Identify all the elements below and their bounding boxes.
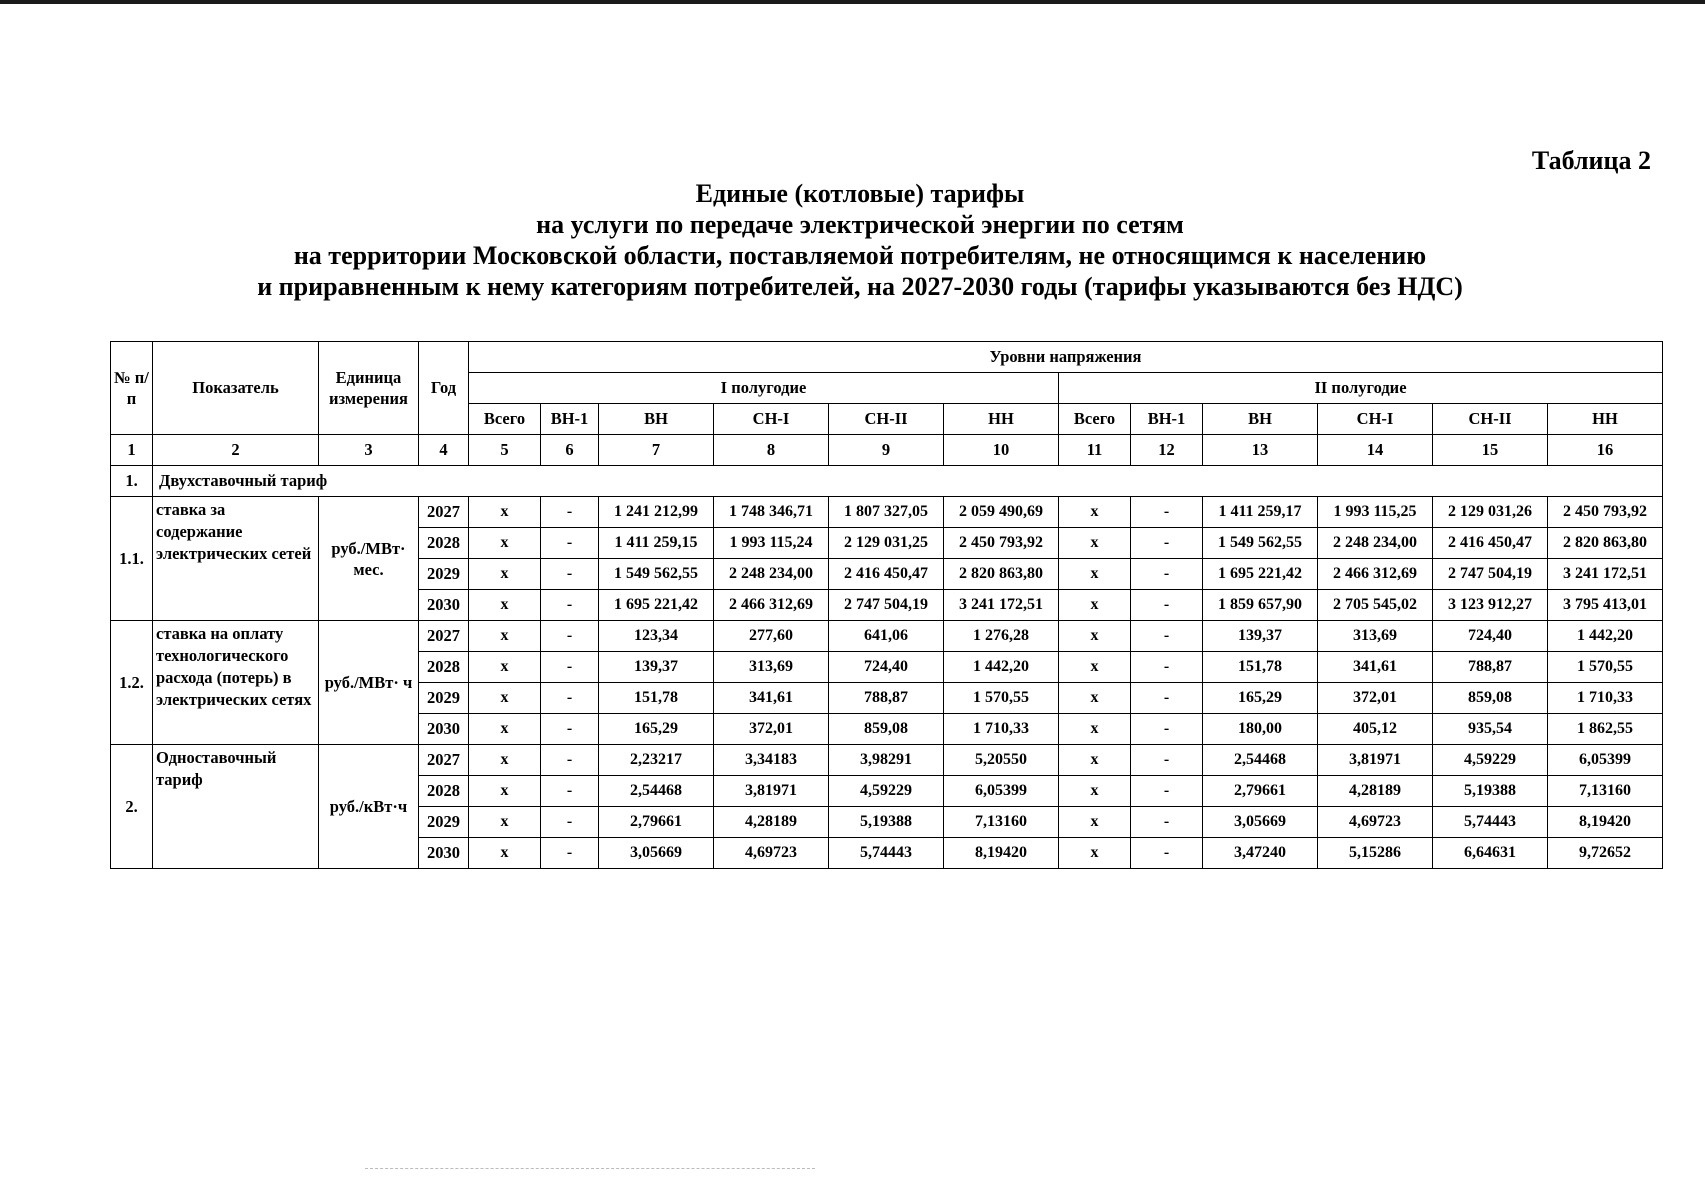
header-sub-col: СН-I [1318,404,1433,435]
tariff-cell: 641,06 [829,621,944,652]
row-group-indicator: Одноставочный тариф [153,745,319,869]
tariff-cell: x [1059,683,1131,714]
header-sub-col: ВН-1 [1131,404,1203,435]
header-sub-col: ВН [599,404,714,435]
tariff-cell: x [469,528,541,559]
tariff-cell: 5,19388 [1433,776,1548,807]
tariff-cell: 2,54468 [1203,745,1318,776]
tariff-cell: 4,69723 [714,838,829,869]
tariff-cell: - [541,745,599,776]
tariff-cell: 5,20550 [944,745,1059,776]
tariff-cell: x [1059,714,1131,745]
tariff-cell: 151,78 [599,683,714,714]
tariff-cell: 5,74443 [829,838,944,869]
table-label: Таблица 2 [1531,146,1651,175]
tariff-cell: 1 862,55 [1548,714,1663,745]
tariff-cell: - [1131,838,1203,869]
tariff-cell: 6,05399 [1548,745,1663,776]
tariff-cell: - [541,838,599,869]
tariff-cell: 9,72652 [1548,838,1663,869]
row-year: 2029 [419,559,469,590]
header-sub-col: НН [944,404,1059,435]
tariff-cell: 788,87 [1433,652,1548,683]
table-body [111,466,1663,869]
tariff-cell: 2 450 793,92 [1548,497,1663,528]
tariff-cell: - [1131,559,1203,590]
tariff-cell: 3 241 172,51 [944,590,1059,621]
tariff-cell: 2 416 450,47 [829,559,944,590]
tariff-cell: 2 466 312,69 [1318,559,1433,590]
tariff-cell: x [469,714,541,745]
tariff-cell: 2,79661 [1203,776,1318,807]
tariff-cell: 372,01 [1318,683,1433,714]
tariff-cell: 1 241 212,99 [599,497,714,528]
tariff-cell: 3,05669 [1203,807,1318,838]
tariff-cell: x [469,497,541,528]
document-title [160,178,1560,302]
tariff-cell: 5,74443 [1433,807,1548,838]
tariff-cell: 1 411 259,17 [1203,497,1318,528]
tariff-cell: - [1131,590,1203,621]
tariff-cell: 3,47240 [1203,838,1318,869]
title-line-1: Единые (котловые) тарифы [695,179,1025,208]
tariff-cell: 2 129 031,25 [829,528,944,559]
tariff-cell: x [469,807,541,838]
header-indicator: Показатель [153,342,319,435]
tariff-cell: x [469,590,541,621]
tariff-cell: x [1059,745,1131,776]
row-group-unit: руб./МВт· мес. [319,497,419,621]
title-line-4: и приравненным к нему категориям потребителей, на 2027-2030 годы (тарифы указываются без НДС) [257,272,1463,301]
header-sub-col: ВН-1 [541,404,599,435]
tariff-cell: 1 710,33 [1548,683,1663,714]
tariff-cell: 3,98291 [829,745,944,776]
column-number: 6 [541,435,599,466]
tariff-cell: 4,59229 [1433,745,1548,776]
column-number: 10 [944,435,1059,466]
tariffs-table [110,341,1663,869]
tariff-cell: - [541,714,599,745]
tariff-cell: x [1059,559,1131,590]
tariff-cell: - [1131,621,1203,652]
tariff-cell: x [1059,838,1131,869]
column-number: 14 [1318,435,1433,466]
tariff-cell: 5,15286 [1318,838,1433,869]
tariff-cell: 180,00 [1203,714,1318,745]
tariff-cell: 2 705 545,02 [1318,590,1433,621]
row-group-unit: руб./кВт·ч [319,745,419,869]
tariff-cell: 2,79661 [599,807,714,838]
tariff-cell: 2 059 490,69 [944,497,1059,528]
column-number: 13 [1203,435,1318,466]
row-group-unit: руб./МВт· ч [319,621,419,745]
tariff-cell: x [469,652,541,683]
tariff-cell: 2 450 793,92 [944,528,1059,559]
tariff-cell: x [469,776,541,807]
tariff-cell: - [541,590,599,621]
tariff-cell: 2,23217 [599,745,714,776]
tariff-cell: 6,05399 [944,776,1059,807]
section-num: 1. [111,466,153,497]
row-year: 2027 [419,745,469,776]
tariff-cell: 341,61 [714,683,829,714]
row-year: 2030 [419,838,469,869]
tariff-cell: x [1059,590,1131,621]
tariff-cell: 313,69 [1318,621,1433,652]
tariff-cell: 372,01 [714,714,829,745]
tariff-cell: 1 993 115,25 [1318,497,1433,528]
tariff-cell: 1 695 221,42 [599,590,714,621]
tariff-cell: 788,87 [829,683,944,714]
tariff-cell: 5,19388 [829,807,944,838]
scan-top-edge [0,0,1705,4]
tariff-cell: 2 129 031,26 [1433,497,1548,528]
column-number: 5 [469,435,541,466]
table-row [111,745,1663,776]
column-number: 8 [714,435,829,466]
tariff-cell: 313,69 [714,652,829,683]
row-year: 2027 [419,497,469,528]
tariff-cell: 2,54468 [599,776,714,807]
tariff-cell: 3 241 172,51 [1548,559,1663,590]
tariff-cell: 8,19420 [944,838,1059,869]
row-year: 2030 [419,590,469,621]
tariff-cell: 2 747 504,19 [1433,559,1548,590]
header-half-1: I полугодие [469,373,1059,404]
column-number: 15 [1433,435,1548,466]
tariff-cell: 4,69723 [1318,807,1433,838]
row-year: 2027 [419,621,469,652]
column-number: 9 [829,435,944,466]
tariff-cell: 7,13160 [1548,776,1663,807]
row-year: 2028 [419,776,469,807]
tariff-cell: 3,81971 [1318,745,1433,776]
tariff-cell: 1 859 657,90 [1203,590,1318,621]
tariff-cell: 2 820 863,80 [944,559,1059,590]
tariff-cell: - [1131,528,1203,559]
tariff-cell: x [1059,807,1131,838]
tariff-cell: 859,08 [829,714,944,745]
column-number: 7 [599,435,714,466]
tariff-cell: 1 276,28 [944,621,1059,652]
tariff-cell: 2 248 234,00 [714,559,829,590]
tariff-cell: x [469,745,541,776]
section-title: Двухставочный тариф [153,466,1663,497]
tariff-cell: 1 549 562,55 [599,559,714,590]
tariff-cell: 724,40 [1433,621,1548,652]
row-year: 2030 [419,714,469,745]
table-row [111,497,1663,528]
tariff-cell: 1 748 346,71 [714,497,829,528]
tariff-cell: x [1059,621,1131,652]
tariff-cell: x [469,683,541,714]
column-number: 16 [1548,435,1663,466]
tariff-cell: 1 442,20 [1548,621,1663,652]
tariff-cell: 4,28189 [714,807,829,838]
tariff-cell: - [1131,776,1203,807]
tariff-cell: - [541,497,599,528]
tariff-cell: 123,34 [599,621,714,652]
column-number: 2 [153,435,319,466]
tariff-cell: 341,61 [1318,652,1433,683]
tariff-cell: - [1131,497,1203,528]
tariff-cell: 4,28189 [1318,776,1433,807]
tariff-cell: 2 820 863,80 [1548,528,1663,559]
tariff-cell: 151,78 [1203,652,1318,683]
tariff-cell: 1 442,20 [944,652,1059,683]
column-number: 4 [419,435,469,466]
header-sub-col: Всего [469,404,541,435]
header-sub-col: Всего [1059,404,1131,435]
title-line-3: на территории Московской области, поставляемой потребителям, не относящимся к населению [293,241,1427,270]
tariff-cell: 3 123 912,27 [1433,590,1548,621]
tariff-cell: 1 549 562,55 [1203,528,1318,559]
title-line-2: на услуги по передаче электрической энергии по сетям [536,210,1184,239]
header-half-2: II полугодие [1059,373,1663,404]
column-number: 3 [319,435,419,466]
tariff-cell: 7,13160 [944,807,1059,838]
tariff-cell: 4,59229 [829,776,944,807]
column-number: 11 [1059,435,1131,466]
tariff-cell: - [541,652,599,683]
row-group-indicator: ставка за содержание электрических сетей [153,497,319,621]
tariff-cell: 3 795 413,01 [1548,590,1663,621]
tariff-cell: - [541,621,599,652]
tariff-cell: - [1131,714,1203,745]
table-header [111,342,1663,466]
tariff-cell: - [1131,745,1203,776]
tariff-cell: - [1131,807,1203,838]
tariff-cell: 165,29 [599,714,714,745]
scan-artifact-line [365,1168,815,1169]
tariff-cell: - [541,807,599,838]
tariff-cell: 1 411 259,15 [599,528,714,559]
header-sub-col: НН [1548,404,1663,435]
tariff-cell: x [469,838,541,869]
tariff-cell: - [541,683,599,714]
tariff-cell: - [541,528,599,559]
tariff-cell: 8,19420 [1548,807,1663,838]
header-sub-col: СН-I [714,404,829,435]
header-voltage-levels: Уровни напряжения [469,342,1663,373]
tariff-cell: 1 570,55 [944,683,1059,714]
tariff-cell: x [1059,652,1131,683]
tariff-cell: 139,37 [599,652,714,683]
tariff-cell: 3,34183 [714,745,829,776]
tariff-cell: 1 807 327,05 [829,497,944,528]
tariff-cell: 2 416 450,47 [1433,528,1548,559]
tariff-cell: x [469,559,541,590]
tariff-cell: x [1059,776,1131,807]
tariff-cell: - [541,776,599,807]
tariff-cell: 165,29 [1203,683,1318,714]
tariff-cell: x [1059,528,1131,559]
row-year: 2029 [419,807,469,838]
section-row [111,466,1663,497]
tariff-cell: x [1059,497,1131,528]
tariff-cell: 277,60 [714,621,829,652]
tariff-cell: 1 993 115,24 [714,528,829,559]
tariff-cell: 6,64631 [1433,838,1548,869]
tariff-cell: - [1131,683,1203,714]
tariff-cell: 2 747 504,19 [829,590,944,621]
tariff-cell: 3,05669 [599,838,714,869]
column-number-row [111,435,1663,466]
tariff-cell: - [541,559,599,590]
tariff-cell: 724,40 [829,652,944,683]
tariff-cell: - [1131,652,1203,683]
tariff-cell: 2 466 312,69 [714,590,829,621]
row-year: 2029 [419,683,469,714]
row-year: 2028 [419,652,469,683]
row-group-num: 1.2. [111,621,153,745]
header-sub-col: СН-II [829,404,944,435]
row-year: 2028 [419,528,469,559]
header-sub-col: СН-II [1433,404,1548,435]
column-number: 12 [1131,435,1203,466]
tariff-cell: 1 695 221,42 [1203,559,1318,590]
table-row [111,621,1663,652]
header-year: Год [419,342,469,435]
tariff-cell: 3,81971 [714,776,829,807]
column-number: 1 [111,435,153,466]
tariff-cell: x [469,621,541,652]
row-group-indicator: ставка на оплату технологического расхода (потерь) в электрических сетях [153,621,319,745]
tariff-cell: 405,12 [1318,714,1433,745]
header-sub-col: ВН [1203,404,1318,435]
tariff-cell: 1 570,55 [1548,652,1663,683]
tariff-cell: 935,54 [1433,714,1548,745]
tariff-cell: 2 248 234,00 [1318,528,1433,559]
row-group-num: 1.1. [111,497,153,621]
tariff-cell: 859,08 [1433,683,1548,714]
header-num: № п/п [111,342,153,435]
tariff-cell: 139,37 [1203,621,1318,652]
tariff-cell: 1 710,33 [944,714,1059,745]
header-unit: Единица измерения [319,342,419,435]
row-group-num: 2. [111,745,153,869]
